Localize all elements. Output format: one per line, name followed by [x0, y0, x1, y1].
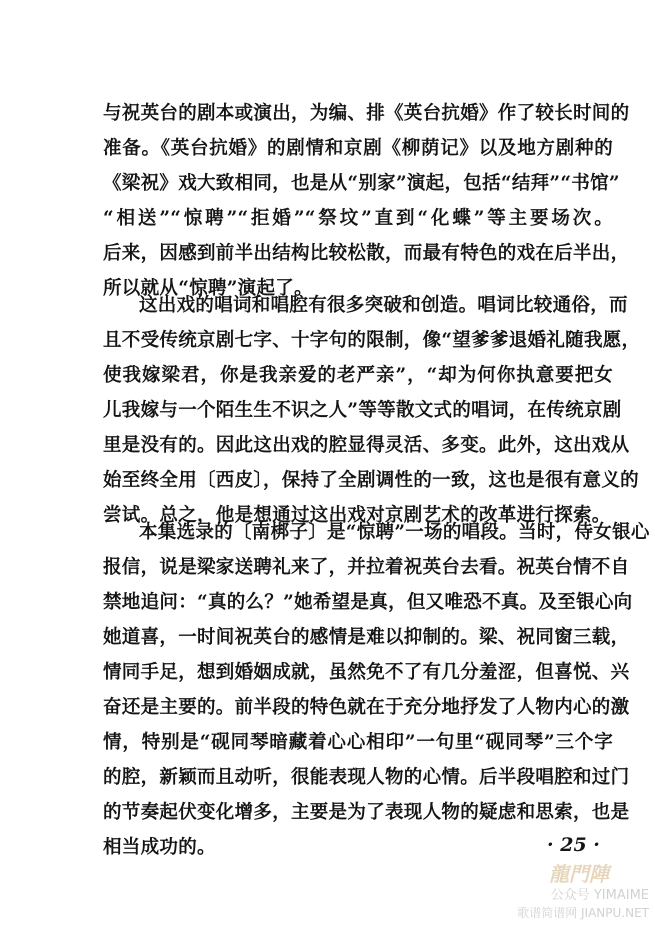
text-line: 本集选录的〔南梆子〕是“惊聘”一场的唱段。当时，侍女银心: [139, 522, 650, 543]
text-line: 奋还是主要的。前半段的特色就在于充分地抒发了人物内心的激: [103, 697, 630, 718]
text-line: 这出戏的唱词和唱腔有很多突破和创造。唱词比较通俗，而: [139, 295, 628, 316]
text-line: 后来，因感到前半出结构比较松散，而最有特色的戏在后半出，: [103, 243, 630, 264]
watermark: [479, 854, 649, 924]
text-line: “相送”“惊聘”“拒婚”“祭坟”直到“化蝶”等主要场次。: [103, 208, 613, 229]
text-line: 里是没有的。因此这出戏的腔显得灵活、多变。此外，这出戏从: [103, 435, 630, 456]
text-line: 《梁祝》戏大致相同，也是从“别家”演起，包括“结拜”“书馆”: [103, 173, 620, 194]
text-line: 情，特别是“砚同琴暗藏着心心相印”一句里“砚同琴”三个字: [103, 732, 613, 753]
text-line: 尝试。总之，他是想通过这出戏对京剧艺术的改革进行探索。: [103, 505, 611, 526]
text-line: 与祝英台的剧本或演出，为编、排《英台抗婚》作了较长时间的: [103, 103, 630, 124]
paragraph-1: [103, 96, 630, 306]
text-line: 使我嫁梁君，你是我亲爱的老严亲”，“却为何你执意要把女: [103, 365, 613, 386]
text-line: 她道喜，一时间祝英台的感情是难以抑制的。梁、祝同窗三载，: [103, 627, 630, 648]
text-line: 的节奏起伏变化增多，主要是为了表现人物的疑虑和思索，也是: [103, 802, 630, 823]
text-line: 报信，说是梁家送聘礼来了，并拉着祝英台去看。祝英台情不自: [103, 557, 630, 578]
watermark-site-text: 歌谱简谱网 JIANPU.NET: [517, 906, 649, 920]
text-line: 的腔，新颖而且动听，很能表现人物的心情。后半段唱腔和过门: [103, 767, 630, 788]
paragraph-3: [103, 515, 650, 865]
text-line: 始至终全用〔西皮〕，保持了全剧调性的一致，这也是很有意义的: [103, 470, 639, 491]
watermark-account-text: 公众号 YIMAIME: [550, 888, 649, 903]
text-line: 所以就从“惊聘”演起了。: [103, 278, 313, 299]
text-line: 儿我嫁与一个陌生生不识之人”等等散文式的唱词，在传统京剧: [103, 400, 622, 421]
watermark-logo-text: 龍門陣: [549, 862, 609, 886]
text-line: 相当成功的。: [103, 837, 216, 858]
text-line: 准备。《英台抗婚》的剧情和京剧《柳荫记》以及地方剧种的: [103, 138, 613, 159]
text-line: 且不受传统京剧七字、十字句的限制，像“望爹爹退婚礼随我愿，: [103, 330, 641, 351]
text-line: 禁地追问：“真的么？”她希望是真，但又唯恐不真。及至银心向: [103, 592, 633, 613]
page-number: · 25 ·: [547, 834, 600, 856]
text-line: 情同手足，想到婚姻成就，虽然免不了有几分羞涩，但喜悦、兴: [103, 662, 630, 683]
